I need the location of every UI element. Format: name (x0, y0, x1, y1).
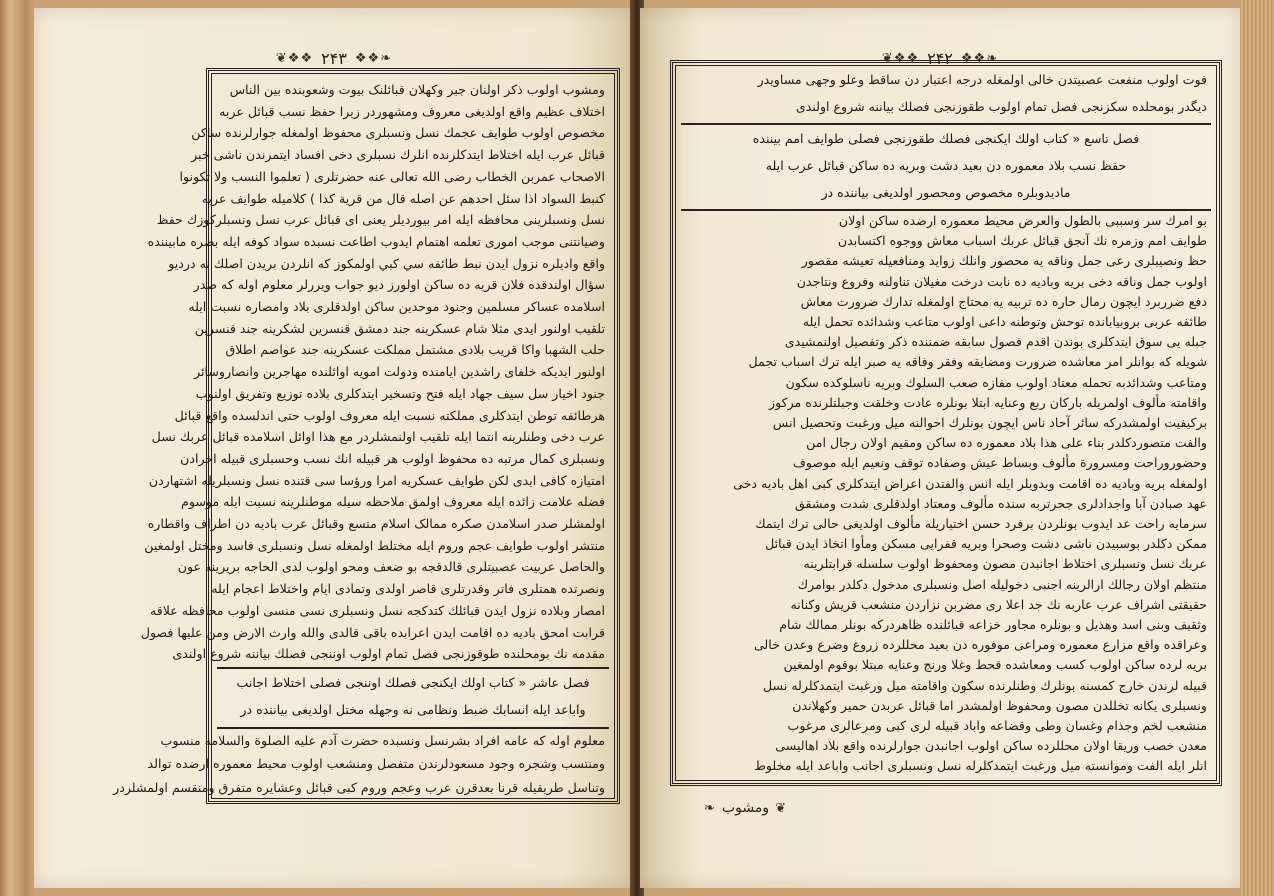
section-heading-line: مادیدوبلره مخصوص ومحصور اولدیغی بیاننده در (821, 185, 1071, 200)
text-line: منتشر اولوب طوایف عجم وروم ایله مختلط اولمغله نسل ونسبلری فاسد ومختل اولمغین (144, 537, 605, 553)
page-edges (1240, 0, 1274, 896)
text-line: بریه لرده ساکن اولوب کسب ومعاشده قحط وغلا ورنج وعنایه مبتلا بوقوم اولمغین (783, 657, 1207, 673)
right-body-text (685, 211, 1207, 777)
text-line: بو امرك سر وسببی بالطول والعرض محیط معموره ارضده ساکن اولان (838, 213, 1207, 228)
left-page-header (34, 46, 634, 70)
text-line: عهد صبادن آبا واجدادلری جحرتربه سنده مألوف ومعتاد اولدقلری شدت ومشقق (795, 495, 1207, 511)
text-line: دیگدر بومحلده سکزنجی فصل تمام اولوب طقوزنجی فصلك بیاننه شروع اولندی (795, 98, 1207, 114)
ornament-icon: ❦❖❖ (881, 50, 920, 66)
text-line: الاصحاب عمربن الخطاب رضی الله تعالی عنه حضرتلری ( تعلموا النسب ولا تکونوا (179, 168, 605, 184)
text-line: سرمایه راحت عد ایدوب بونلردن برفرد حسن اختیاریله مألوف اولدیغی حالی ترك ایتمك (755, 516, 1207, 532)
text-line: ونصرتده همتلری فاتر وقدرتلری قاصر اولدی وتمادی ایام واختلاط اعجام ایله (211, 581, 605, 597)
text-line: اولمغله بریه وبادیه ده اقامت وبدویلر ایله انس والفتدن اعراض ایتدکلری کبی اهل بادیه دخی (733, 475, 1207, 491)
text-line: وصیانتنی موجب اموری تعلمه اهتمام ایدوب اطاعت نسبده سواد کوفه ایله بصره مابیننده (147, 233, 605, 249)
left-page-number: ۲۴۳ (321, 48, 347, 68)
text-line: اختلاف عظیم واقع اولدیغی معروف ومشهوردر زیرا حفظ نسب قبائل عربه (219, 103, 605, 119)
text-line: نسل ونسبلرینی محافظه ایله امر بیوردیلر یعنی ای قبائل عرب نسل ونسبلرکوزك حفظ (156, 212, 605, 228)
text-line: تلقیب اولنور ایدی مثلا شام عسکرینه جند دمشق قنسرین لشکرینه جند قنسرین (194, 320, 605, 336)
text-line: امتیازه کافی ایدی لکن طوایف عسکریه امرا ورؤسا سی قتنده نسل ونسبلریله اشتهاردن (148, 472, 605, 488)
left-section-heading (217, 667, 609, 729)
text-line: منشعب لخم وجذام وغسان وطی وقضاعه واباد قبیله لری کبی ومرعالری مرغوب (787, 718, 1207, 734)
text-line: معلوم اوله که عامه افراد بشرنسل ونسبده حضرت آدم علیه الصلوة والسلامه منسوب (160, 733, 605, 748)
ornament-icon: ❖❖❧ (354, 50, 393, 66)
text-line: اسلامده عساکر مسلمین وجنود موحدین ساکن اولدقلری بلاد وامصاره نسبت ایله (188, 299, 605, 315)
text-line: عرب دخی وطنلرینه انتما ایله تلقیب اولنمشلردر مع هذا اوائل اسلامده قبائل عربك نسل (151, 429, 605, 445)
text-line: واقامته مألوف اولمریله بارکان ربع وعنایه ابتلا بونلره عادت وخلقت وجبلتلرنده مرکوز (769, 394, 1207, 410)
text-line: جنود اخیار سل سیف جهاد ایله فتح وتسخیر ایتدکلری بلاده توزیع وتفریق اولنوب (195, 385, 605, 401)
text-line: مقدمه نك بومحلنده طوقوزنجی فصل تمام اولوب اوننجی فصلك بیاننه شروع اولندی (172, 646, 605, 662)
text-line: اولوب جمل وناقه دخی بریه وبادیه ده نابت درخت مغیلان تناولنه وفروع ونتاجدن (796, 273, 1207, 289)
text-line: منتظم اولان رجالك ارالرینه اجنبی دخولیله اصل ونسبلری مدخول دکلدر بوامرك (797, 576, 1207, 592)
text-line: شویله که بوانلر امر معاشده ضرورت ومضایقه وفقر وفاقه یه صبر ایله ترك اسباب تجمل (748, 354, 1207, 370)
text-line: هرطائفه توطن ایتدکلری مملکته نسبت ایله معروف اولوب حتی اندلسده واقع قبائل (174, 407, 605, 423)
text-line: برکیفیت اولمشدرکه سائر آحاد ناس ایچون بونلرك احوالنه میل ورغبت وتحصیل انس (772, 415, 1207, 431)
right-page (640, 8, 1240, 888)
catchword-text: ومشوب (721, 800, 770, 816)
text-line: وعراقده واقع مزارع معموره ومراعی موفوره دن بعید محللرده زروع وضرع وعدن خالی (753, 637, 1207, 653)
right-page-number: ۲۴۲ (927, 48, 953, 68)
left-bottom-text (113, 729, 605, 799)
text-line: حظ ونصیبلری رعی جمل وناقه یه محصور وانلك زواید ومنافعیله تعیشه مقصور (801, 253, 1207, 269)
text-line: وتناسل طریقیله قرنا بعدقرن عرب وعجم وروم کبی قبائل وعشایره متفرق ومنقسم اولمشلردر (113, 779, 605, 795)
text-line: اولمشلر صدر اسلامدن صکره ممالک اسلام متسع وقبائل عرب بادیه دن اطراف واقطاره (147, 516, 605, 532)
right-text-frame (670, 60, 1222, 786)
text-line: اولنور ایدیکه خلفای راشدین ایامنده ودولت امویه اوائلنده مهاجرین وانصاروسائر (194, 364, 605, 380)
text-line: سؤال اولندقده فلان قریه ده ساکن اولورز دیو جواب ویررلر معلوم اوله که صدر (193, 277, 605, 293)
text-line: امصار وبلاده نزول ایدن قبائلك کتدکجه نسل ونسبلری نسی منسی اولوب محافظه علاقه (150, 602, 605, 618)
text-line: حلب الشهبا واکا قریب بلادی مشتمل مملکت عسکرینه جند عواصم اطلاق (225, 342, 605, 358)
ornament-icon: ❦ (775, 800, 787, 816)
text-line: فضله علامت زائده ایله معروف اولمق ملاحظه سیله موطنلرینه نسبت ایله موسوم (181, 494, 605, 510)
text-line: حقیقتی اشراف عرب عاربه نك جد اعلا ری مضربن نزاردن منشعب قریش وکنانه (790, 596, 1207, 612)
text-line: انلر ایله الفت وموانسته میل ورغبت ایتمدکلرله نسل ونسبلری اجانب واباعد ایله مخلوط (754, 758, 1207, 774)
text-line: ومتاعب وشدائدبه تحمله معتاد اولوب مفازه صعب السلوك وبریه ناسلوکده سکون (785, 374, 1207, 390)
right-top-text (685, 67, 1207, 120)
left-text-frame (113, 68, 620, 804)
left-body-text (140, 79, 605, 665)
section-heading-line: حفظ نسب بلاد معموره دن بعید دشت وبریه ده ساکن قبائل عرب ایله (765, 158, 1127, 173)
text-line: طائفه عربی بروبیابانده توحش وتوطنه داعی اولوب متاعب وشدائده تحمل ایله (802, 314, 1207, 330)
text-line: ممکن دکلدر بوسبیدن ناشی دشت وصحرا وبریه قفرایی مسکن ومأوا اتخاذ ایدن قبائل (765, 536, 1207, 552)
text-line: جبله یی سوق ایتدکلری بوندن اقدم فصول سابقه ضمننده ذکر وتفصیل اولنمشیدی (784, 334, 1207, 350)
ornament-icon: ❖❖❧ (960, 50, 999, 66)
text-line: قرابت امحق بادیه ده اقامت ایدن اعرابده باقی قالدی والله وارث الارض ومن علیها فصول (140, 624, 605, 640)
text-line: دفع ضرربرد ایچون رمال حاره ده تربیه یه محتاج اولمغله تدارك ضرورت معاش (800, 293, 1207, 309)
text-line: ومنتسب وشجره وجود مسعودلرندن متفصل ومنشعب اولوب محیط معموره ارضده توالد (147, 756, 605, 772)
text-line: فوت اولوب منفعت عصبیتدن خالی اولمغله درجه اعتبار دن ساقط وعلو وجهی مساویدر (757, 72, 1207, 87)
catchword (704, 796, 787, 820)
text-line: طوایف امم وزمره نك آنجق قبائل عربك اسباب معاش ووجوه اکتسابدن (837, 233, 1207, 249)
text-line: ونسبلری کمال مرتبه ده محفوظ اولوب هر قبیله انك نسب وحسبلری قبیله اخرادن (180, 450, 605, 466)
text-line: واقع واديلره نزول ايدن نبط طائفه سي کبي اولمکوز که انلردن بریدن اصلك نه دردیو (168, 255, 605, 271)
text-line: والفت متصوردکلدر بناء علی هذا بلاد معموره ده ساکن ومقیم اولان رجال امن (806, 435, 1207, 451)
text-line: مخصوص اولوب طوایف عجمك نسل ونسبلری محفوظ اولمغله جوارلرنده ساکن (191, 125, 605, 141)
text-line: قبائل عرب ایله اختلاط ایتدکلرنده انلرك نسبلری دخی افساد ایتمرندن ناشی خبر (191, 147, 605, 163)
section-heading-line: فصل عاشر « کتاب اولك ایکنجی فصلك اوننجی فصلی اختلاط اجانب (236, 675, 590, 690)
ornament-icon: ❦❖❖ (275, 50, 314, 66)
text-line: قبیله لرندن خارج کمسنه بونلرك وطنلرنده سکون واقامته میل ورغبت ایتمدکلرله نسل (762, 677, 1207, 693)
text-line: ونسبلری یکانه تخللدن مصون ومحفوظ اولمشدر اما قبائل عربدن حمیر وکهلاندن (792, 697, 1207, 713)
text-line: عربك نسل ونسبلری اختلاط اجانبدن مصون ومحفوظ اولوب سلسله قرابتلرینه (803, 556, 1207, 572)
text-line: معدن خصب وریقا اولان محللرده ساکن اولوب اجانبدن جوارلرنده واقع بلاد اهالیسی (775, 738, 1207, 754)
section-heading-line: واباعد ایله انسابك ضبط ونظامی نه وجهله مختل اولدیغی بیاننده در (240, 702, 586, 717)
text-line: وحضوروراحت ومسرورة مألوف وبساط عیش وصفاده توقف ونعیم ایله موصوف (792, 455, 1207, 471)
text-line: کنبط السواد اذا سئل احدهم عن اصله قال من قریة کذا ) کلامیله طوایف عربه (201, 190, 605, 206)
left-page (34, 8, 634, 888)
right-section-heading (681, 123, 1211, 211)
text-line: ومشوب اولوب ذکر اولنان جبر وکهلان قبائلنک بیوت وشعوبنده بین الناس (229, 82, 605, 97)
text-line: وثقیف وبنی اسد وهذیل و بونلره مجاور خزاعه قبائلنده ظاهردرکه بونلر ممالك شام (779, 617, 1207, 633)
text-line: والحاصل عربیت عصبیتلری قالدقجه بو ضعف ومحو اولوب لدی الحاجه بریرینه عون (177, 559, 605, 575)
ornament-icon: ❧ (704, 800, 716, 816)
section-heading-line: فصل تاسع « کتاب اولك ایکنجی فصلك طقوزنجی فصلی طوایف امم بیننده (752, 131, 1140, 146)
